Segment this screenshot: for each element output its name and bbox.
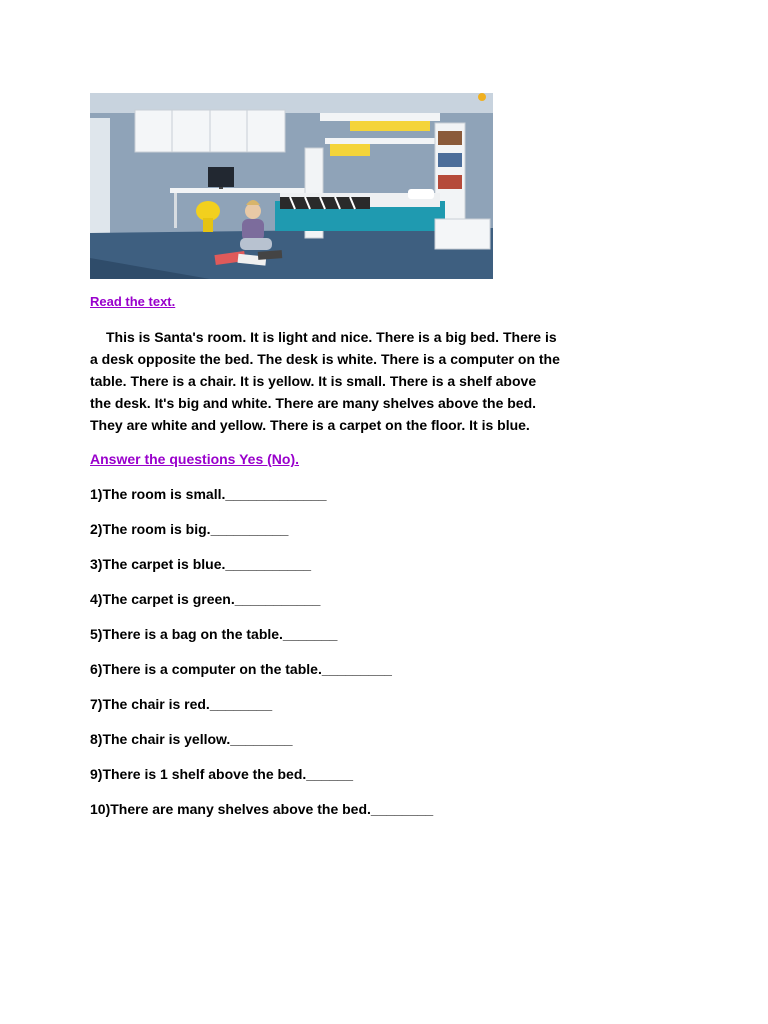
passage-line: a desk opposite the bed. The desk is white. There is a computer on the — [90, 351, 560, 367]
passage-line: This is Santa's room. It is light and nice. There is a big bed. There is — [106, 329, 557, 345]
answer-heading: Answer the questions Yes (No). — [90, 451, 300, 467]
question-item: 4)The carpet is green.___________ — [90, 591, 321, 607]
question-item: 5)There is a bag on the table._______ — [90, 626, 338, 642]
computer — [208, 167, 234, 187]
reading-passage — [90, 326, 690, 436]
question-item: 6)There is a computer on the table._________ — [90, 661, 392, 677]
bedroom-illustration — [90, 93, 493, 279]
lamp — [478, 93, 486, 101]
pillow — [408, 189, 434, 199]
desk — [170, 188, 310, 193]
passage-line: They are white and yellow. There is a carpet on the floor. It is blue. — [90, 417, 530, 433]
door — [90, 118, 110, 238]
question-item: 1)The room is small._____________ — [90, 486, 327, 502]
girl — [245, 203, 261, 219]
yellow-shelf — [350, 121, 430, 131]
nightstand — [435, 219, 490, 249]
shelf — [320, 113, 440, 121]
passage-line: the desk. It's big and white. There are many shelves above the bed. — [90, 395, 537, 411]
read-heading: Read the text. — [90, 294, 176, 309]
question-item: 8)The chair is yellow.________ — [90, 731, 293, 747]
question-item: 7)The chair is red.________ — [90, 696, 273, 712]
question-item: 9)There is 1 shelf above the bed.______ — [90, 766, 354, 782]
bedroom-photo — [90, 93, 493, 279]
passage-line: table. There is a chair. It is yellow. It is small. There is a shelf above — [90, 373, 537, 389]
question-item: 2)The room is big.__________ — [90, 521, 289, 537]
question-item: 10)There are many shelves above the bed.________ — [90, 801, 434, 817]
question-list — [90, 485, 433, 835]
question-item: 3)The carpet is blue.___________ — [90, 556, 312, 572]
